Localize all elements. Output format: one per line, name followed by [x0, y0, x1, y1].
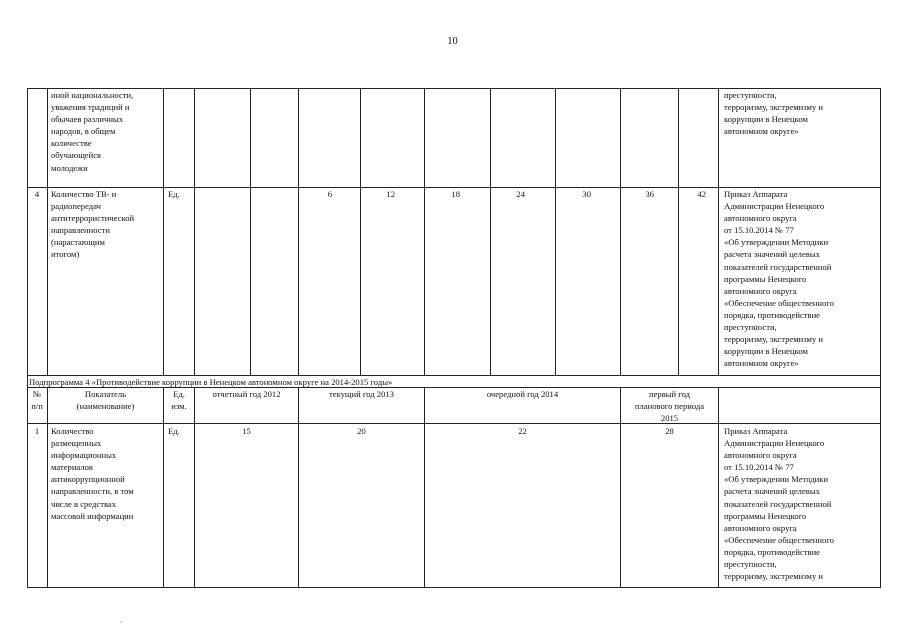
col-line [163, 387, 164, 588]
source-text: Приказ Аппарата Администрации Ненецкого автономного округа от 15.10.2014 № 77 «Об утверждении Методики расчета значений целевых показателей государственной программы Ненецкого автономного округа «Обеспечение общественного порядка, противодействие преступности, терроризму, экстремизму и коррупции в Ненецком автономном округе» [724, 189, 834, 369]
col-line [555, 88, 556, 376]
col-line [194, 387, 195, 588]
value-cell: 28 [665, 426, 674, 436]
value-cell: 15 [242, 426, 251, 436]
col-line [194, 88, 195, 376]
header-number: № п/п [31, 389, 43, 412]
table-bottom-border [27, 587, 881, 588]
row-number: 1 [34, 426, 40, 436]
col-line [163, 88, 164, 376]
stray-mark: ‚ [120, 616, 123, 624]
col-line [298, 88, 299, 376]
value-cell: 30 [582, 189, 591, 199]
indicator-text-continued: иной национальности, уважения традиций и обычаев различных народов, в общем количестве обучающейся молодежи [51, 90, 134, 173]
col-line [718, 88, 719, 376]
value-cell: 18 [451, 189, 460, 199]
page-number: 10 [447, 36, 458, 47]
header-next-year: очередной год 2014 [486, 389, 559, 399]
row-divider [27, 423, 881, 424]
col-line [250, 88, 251, 376]
col-line [424, 387, 425, 588]
value-cell: 12 [386, 189, 395, 199]
col-line [490, 88, 491, 376]
col-line [27, 88, 28, 588]
col-line [620, 88, 621, 376]
value-cell: 36 [645, 189, 654, 199]
header-first-plan-year: первый год планового периода 2015 [634, 389, 705, 424]
unit-cell: Ед. [168, 189, 180, 199]
header-current-year: текущий год 2013 [329, 389, 394, 399]
value-cell: 22 [518, 426, 527, 436]
row-number: 4 [34, 189, 40, 199]
header-reported-year: отчетный год 2012 [212, 389, 281, 399]
source-text: Приказ Аппарата Администрации Ненецкого автономного округа от 15.10.2014 № 77 «Об утверждении Методики расчета значений целевых показателей государственной программы Ненецкого автономного округа «Обеспечение общественного порядка, противодействие преступности, терроризму, экстремизму и [724, 426, 834, 582]
value-cell: 20 [357, 426, 366, 436]
value-cell: 42 [697, 189, 706, 199]
indicator-text: Количество размещенных информационных материалов антикоррупционной направленности, в том числе в средствах массовой информации [51, 426, 134, 521]
source-text-continued: преступности, терроризму, экстремизму и коррупции в Ненецком автономном округе» [724, 90, 824, 137]
indicator-text: Количество ТВ- и радиопередач антитеррористической направленности (нарастающим итогом) [51, 189, 135, 260]
header-unit: Ед. изм. [171, 389, 187, 412]
col-line [880, 88, 881, 588]
col-line [424, 88, 425, 376]
col-line [47, 387, 48, 588]
value-cell: 6 [327, 189, 332, 199]
header-indicator: Показатель (наименование) [76, 389, 135, 412]
col-line [298, 387, 299, 588]
col-line [47, 88, 48, 376]
col-line [678, 88, 679, 376]
subprogram-title: Подпрограмма 4 «Противодействие коррупции в Ненецком автономном округе на 2014-2015 годы» [29, 377, 393, 387]
value-cell: 24 [516, 189, 525, 199]
unit-cell: Ед. [168, 426, 180, 436]
col-line [360, 88, 361, 376]
col-line [718, 387, 719, 588]
